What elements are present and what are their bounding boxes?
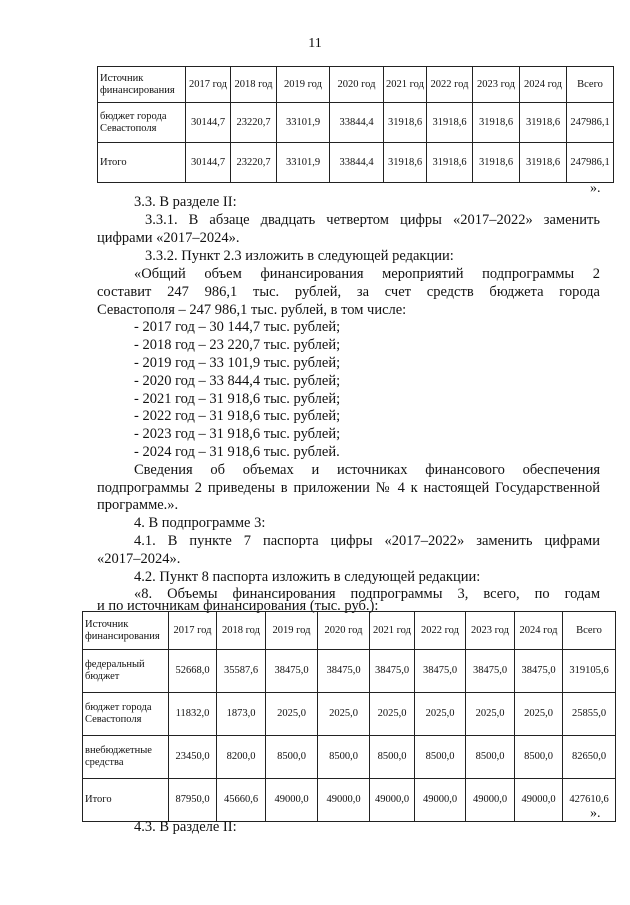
table-row	[83, 736, 616, 779]
list-item: - 2024 год – 31 918,6 тыс. рублей.	[134, 444, 340, 460]
text-line: «8. Объемы финансирования подпрограммы 3, всего, по годам	[134, 586, 600, 602]
table-cell: 2025,0	[415, 693, 466, 736]
text-line: и по источникам финансирования (тыс. руб.):	[97, 598, 379, 614]
header-cell: 2021 год	[370, 612, 415, 650]
header-cell: 2021 год	[384, 67, 427, 103]
table-cell: 31918,6	[473, 143, 520, 183]
header-cell: 2023 год	[473, 67, 520, 103]
table-cell: 31918,6	[427, 143, 473, 183]
table-cell: 45660,6	[217, 779, 266, 822]
table-row	[83, 693, 616, 736]
financing-table-subprogram-3	[82, 611, 616, 822]
table-cell: 31918,6	[520, 143, 567, 183]
table-cell: 8500,0	[370, 736, 415, 779]
table-cell: 8500,0	[466, 736, 515, 779]
table-cell: бюджет города Севастополя	[83, 693, 169, 736]
table-cell: 2025,0	[515, 693, 563, 736]
page-number: 11	[308, 36, 322, 51]
header-cell: 2019 год	[277, 67, 330, 103]
header-cell: 2018 год	[217, 612, 266, 650]
table-cell: 38475,0	[415, 650, 466, 693]
table-cell: 427610,6	[563, 779, 616, 822]
table-row	[83, 650, 616, 693]
table-cell: бюджет города Севастополя	[98, 103, 186, 143]
header-cell: 2020 год	[318, 612, 370, 650]
header-cell: 2022 год	[427, 67, 473, 103]
table-cell: 49000,0	[318, 779, 370, 822]
table-cell: 319105,6	[563, 650, 616, 693]
table-cell: 23450,0	[169, 736, 217, 779]
text-line: программе.».	[97, 497, 179, 513]
financing-table-subprogram-2	[97, 66, 614, 183]
table-cell: 2025,0	[370, 693, 415, 736]
header-cell: 2022 год	[415, 612, 466, 650]
table-header-row	[83, 612, 616, 650]
table-cell: 11832,0	[169, 693, 217, 736]
table-cell: 8500,0	[318, 736, 370, 779]
header-cell: Всего	[567, 67, 614, 103]
table-cell: 38475,0	[370, 650, 415, 693]
header-cell: 2017 год	[169, 612, 217, 650]
list-item: - 2019 год – 33 101,9 тыс. рублей;	[134, 355, 341, 371]
header-cell: 2019 год	[266, 612, 318, 650]
table-cell: 2025,0	[466, 693, 515, 736]
list-item: - 2023 год – 31 918,6 тыс. рублей;	[134, 426, 341, 442]
table-cell: 8500,0	[515, 736, 563, 779]
table-cell: 49000,0	[466, 779, 515, 822]
table-cell: 38475,0	[318, 650, 370, 693]
table-cell: 35587,6	[217, 650, 266, 693]
table-cell: 49000,0	[515, 779, 563, 822]
header-cell: 2017 год	[186, 67, 231, 103]
text-line: 4.3. В разделе II:	[134, 819, 237, 835]
table-cell: 38475,0	[266, 650, 318, 693]
list-item: - 2017 год – 30 144,7 тыс. рублей;	[134, 319, 341, 335]
text-line: «Общий объем финансирования мероприятий подпрограммы 2	[134, 266, 600, 282]
header-cell: Всего	[563, 612, 616, 650]
table-header-row	[98, 67, 614, 103]
table-cell: 8500,0	[415, 736, 466, 779]
table-cell: 247986,1	[567, 143, 614, 183]
table-cell: 30144,7	[186, 103, 231, 143]
header-cell: Источник финансирования	[98, 67, 186, 103]
header-cell: Источник финансирования	[83, 612, 169, 650]
table-cell: Итого	[83, 779, 169, 822]
table-cell: 8200,0	[217, 736, 266, 779]
text-line: 4. В подпрограмме 3:	[134, 515, 266, 531]
text-line: «2017–2024».	[97, 551, 181, 567]
table-cell: 49000,0	[266, 779, 318, 822]
table-cell: 1873,0	[217, 693, 266, 736]
table-cell: 25855,0	[563, 693, 616, 736]
table-cell: 31918,6	[520, 103, 567, 143]
text-line: 3.3.1. В абзаце двадцать четвертом цифры «2017–2022» заменить	[145, 212, 600, 228]
table-cell: 23220,7	[231, 103, 277, 143]
table-cell: 33844,4	[330, 103, 384, 143]
header-cell: 2023 год	[466, 612, 515, 650]
text-line: подпрограммы 2 приведены в приложении № 4 к настоящей Государственной	[97, 480, 600, 496]
table-cell: 33101,9	[277, 143, 330, 183]
table-cell: 2025,0	[266, 693, 318, 736]
table-cell: федеральный бюджет	[83, 650, 169, 693]
table-cell: внебюджетные средства	[83, 736, 169, 779]
header-cell: 2024 год	[515, 612, 563, 650]
closing-quote: ».	[590, 806, 601, 821]
table-cell: 38475,0	[515, 650, 563, 693]
table-cell: 49000,0	[370, 779, 415, 822]
text-line: 4.1. В пункте 7 паспорта цифры «2017–2022» заменить цифрами	[134, 533, 600, 549]
table-cell: 33101,9	[277, 103, 330, 143]
table-row	[83, 779, 616, 822]
table-cell: 23220,7	[231, 143, 277, 183]
table-cell: 38475,0	[466, 650, 515, 693]
table-cell: 30144,7	[186, 143, 231, 183]
header-cell: 2024 год	[520, 67, 567, 103]
text-line: 4.2. Пункт 8 паспорта изложить в следующей редакции:	[134, 569, 481, 585]
text-line: Севастополя – 247 986,1 тыс. рублей, в том числе:	[97, 302, 407, 318]
table-cell: 31918,6	[384, 103, 427, 143]
table-cell: 8500,0	[266, 736, 318, 779]
table-cell: 31918,6	[427, 103, 473, 143]
table-cell: 31918,6	[384, 143, 427, 183]
closing-quote: ».	[590, 181, 601, 196]
list-item: - 2022 год – 31 918,6 тыс. рублей;	[134, 408, 341, 424]
text-line: 3.3.2. Пункт 2.3 изложить в следующей редакции:	[145, 248, 454, 264]
list-item: - 2021 год – 31 918,6 тыс. рублей;	[134, 391, 341, 407]
header-cell: 2018 год	[231, 67, 277, 103]
text-line: Сведения об объемах и источниках финансового обеспечения	[134, 462, 600, 478]
text-line: 3.3. В разделе II:	[134, 194, 237, 210]
table-cell: 31918,6	[473, 103, 520, 143]
table-row	[98, 103, 614, 143]
table-cell: 49000,0	[415, 779, 466, 822]
text-line: составит 247 986,1 тыс. рублей, за счет средств бюджета города	[97, 284, 600, 300]
list-item: - 2018 год – 23 220,7 тыс. рублей;	[134, 337, 341, 353]
table-cell: 2025,0	[318, 693, 370, 736]
table-cell: 52668,0	[169, 650, 217, 693]
header-cell: 2020 год	[330, 67, 384, 103]
list-item: - 2020 год – 33 844,4 тыс. рублей;	[134, 373, 341, 389]
table-cell: 247986,1	[567, 103, 614, 143]
table-row	[98, 143, 614, 183]
table-cell: 82650,0	[563, 736, 616, 779]
table-cell: 87950,0	[169, 779, 217, 822]
text-line: цифрами «2017–2024».	[97, 230, 240, 246]
table-cell: 33844,4	[330, 143, 384, 183]
table-cell: Итого	[98, 143, 186, 183]
